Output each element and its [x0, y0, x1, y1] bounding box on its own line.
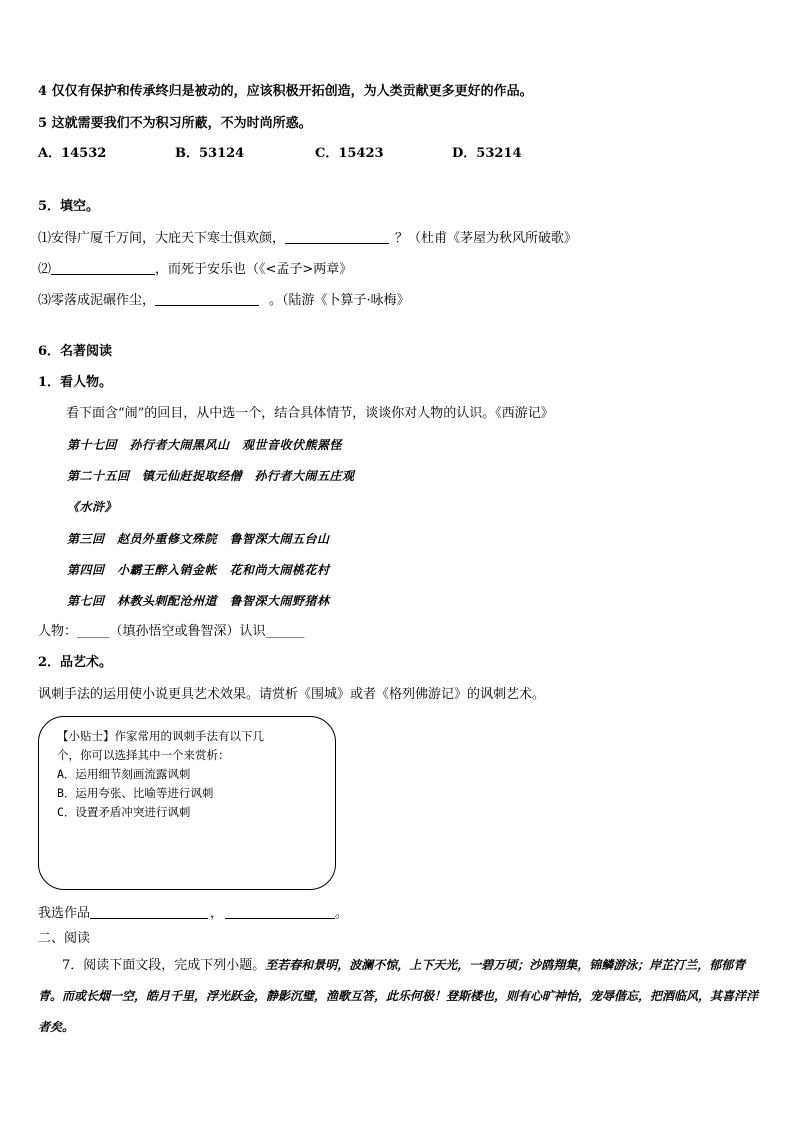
tip-line: 【小贴士】作家常用的讽刺手法有以下几 — [57, 729, 264, 743]
q6-heading: 6．名著阅读 — [38, 344, 113, 359]
option-d: D．53214 — [452, 146, 522, 161]
tip-box — [38, 716, 336, 890]
tip-line: 个，你可以选择其中一个来赏析： — [57, 748, 230, 762]
tip-line: B．运用夸张、比喻等进行讽刺 — [57, 786, 214, 800]
option-b: B．53124 — [175, 146, 245, 161]
person-line: 人物：_____（填孙悟空或鲁智深）认识______ — [38, 624, 305, 639]
tip-line: C．设置矛盾冲突进行讽刺 — [57, 805, 191, 819]
q4-line-4: 4 仅仅有保护和传承终归是被动的，应该积极开拓创造，为人类贡献更多更好的作品。 — [38, 84, 533, 99]
chapter-title: 第三回 赵员外重修文殊院 鲁智深大闹五台山 — [67, 532, 330, 546]
q5-heading: 5．填空。 — [38, 199, 100, 214]
book-title: 《水浒》 — [67, 500, 118, 514]
chapter-title: 第十七回 孙行者大闹黑风山 观世音收伏熊罴怪 — [67, 438, 343, 452]
work-blank[interactable] — [90, 904, 208, 919]
tip-line: A．运用细节刻画流露讽刺 — [57, 767, 191, 781]
choose-line: 我选作品 ， 。 — [38, 906, 349, 921]
q5-item-2: ⑵ ，而死于安乐也（《<孟子>两章》 — [38, 262, 353, 277]
q5-item-3: ⑶零落成泥碾作尘， 。（陆游《卜算子·咏梅》 — [38, 293, 410, 308]
q5-item-1: ⑴安得广厦千万间，大庇天下寒士俱欢颜， ？（杜甫《茅屋为秋风所破歌》 — [38, 231, 578, 246]
option-a: A．14532 — [38, 146, 107, 161]
chapter-title: 第四回 小霸王醉入销金帐 花和尚大闹桃花村 — [67, 563, 330, 577]
section-heading: 二、阅读 — [38, 931, 91, 946]
q7-passage: 7．阅读下面文段，完成下列小题。至若春和景明，波澜不惊，上下天光，一碧万顷；沙鸥翔集，锦鳞游泳；岸芷汀兰，郁郁青青。而或长烟一空，皓月千里，浮光跃金，静影沉璧，渔歌互答，此乐何极！登斯楼也，则有心旷神怡，宠辱偕忘，把酒临风，其喜洋洋者矣。 — [38, 958, 759, 1034]
art-prompt: 讽刺手法的运用使小说更具艺术效果。请赏析《围城》或者《格列佛游记》的讽刺艺术。 — [38, 687, 546, 702]
q4-line-5: 5 这就需要我们不为积习所蔽，不为时尚所惑。 — [38, 116, 312, 131]
chapter-title: 第七回 林教头刺配沧州道 鲁智深大闹野猪林 — [67, 594, 330, 608]
q6-sub-2: 2．品艺术。 — [38, 655, 113, 670]
fill-blank[interactable] — [155, 291, 259, 306]
option-c: C．15423 — [315, 146, 384, 161]
chapter-title: 第二十五回 镇元仙赶捉取经僧 孙行者大闹五庄观 — [67, 469, 355, 483]
q6-sub-1: 1．看人物。 — [38, 375, 113, 390]
fill-blank[interactable] — [51, 260, 155, 275]
fill-blank[interactable] — [285, 229, 389, 244]
work-blank[interactable] — [225, 904, 335, 919]
q6-intro: 看下面含“闹”的回目，从中选一个，结合具体情节，谈谈你对人物的认识。《西游记》 — [66, 406, 554, 421]
